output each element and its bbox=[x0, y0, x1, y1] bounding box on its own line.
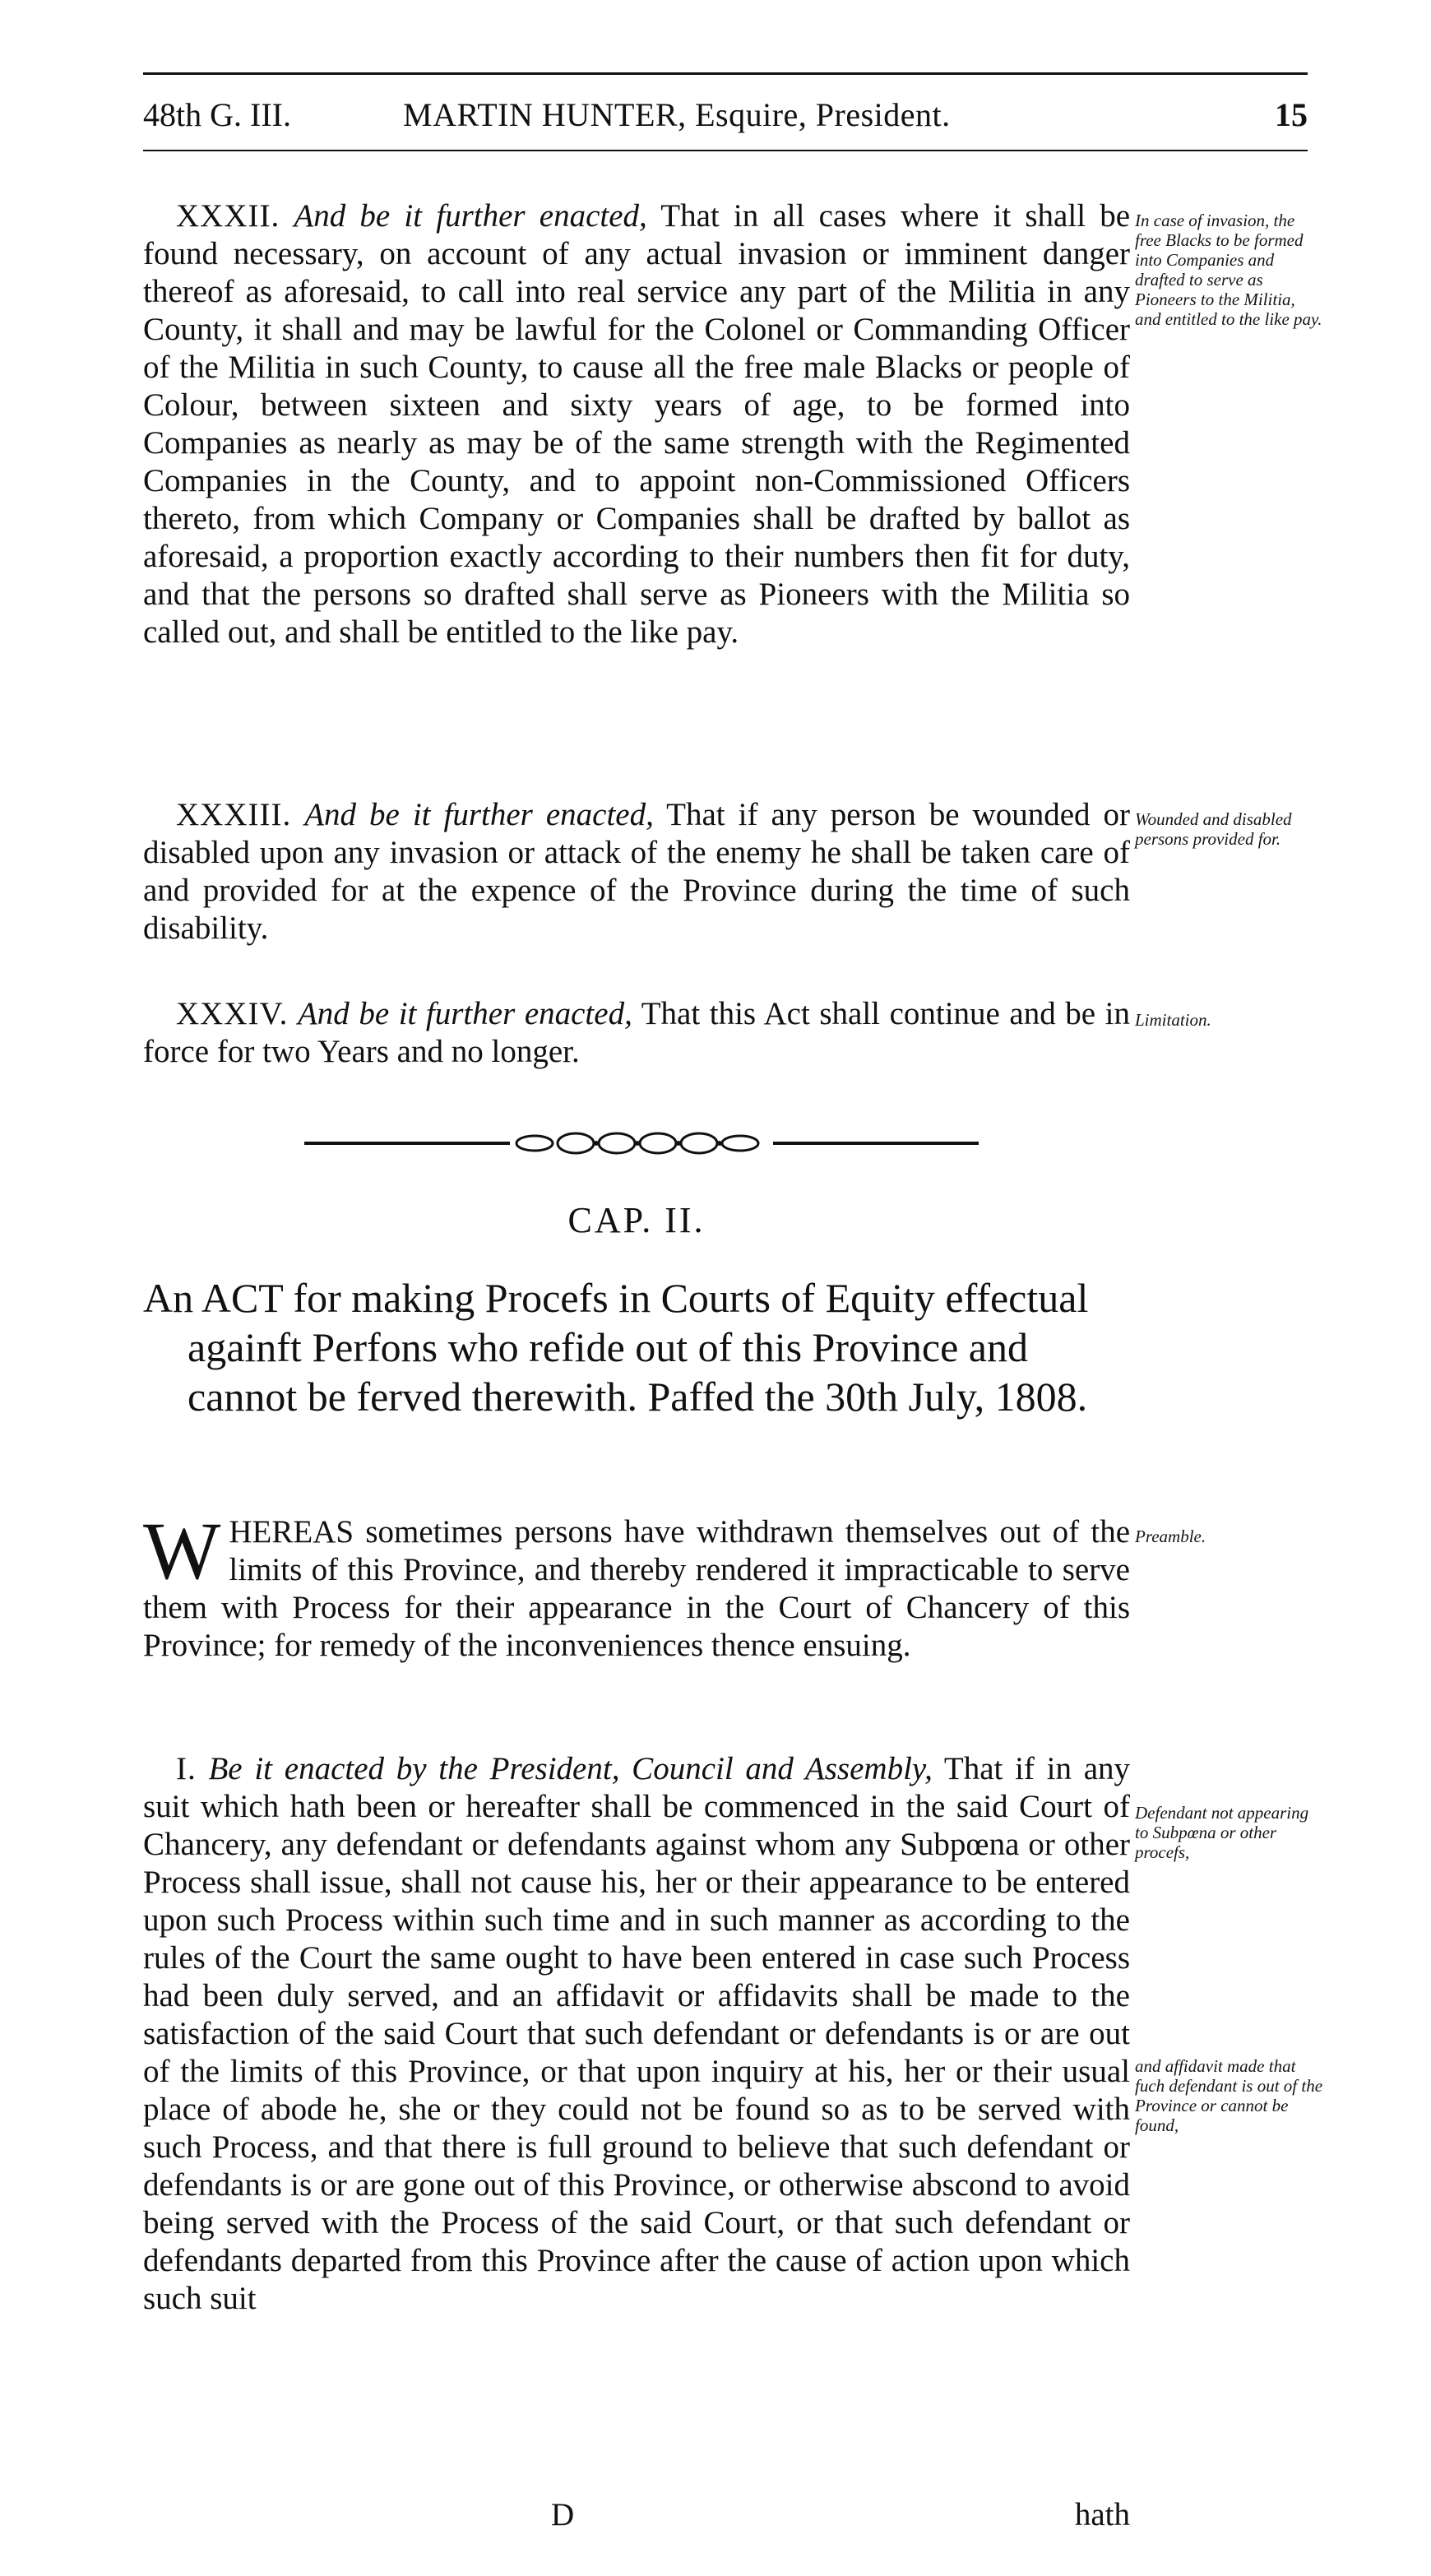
preamble-lead: HEREAS bbox=[229, 1514, 354, 1550]
margin-note-preamble: Preamble. bbox=[1135, 1527, 1206, 1546]
signature-mark: D bbox=[551, 2497, 575, 2532]
margin-note-wounded: Wounded and disabled persons provided for. bbox=[1135, 809, 1292, 849]
section-34 bbox=[143, 995, 1130, 1071]
section-32-text bbox=[143, 197, 1130, 651]
page-footer bbox=[143, 2496, 1130, 2537]
running-head-session: 48th G. III. bbox=[143, 96, 291, 133]
section-number: I. bbox=[176, 1751, 197, 1786]
catchword: hath bbox=[1074, 2497, 1130, 2532]
section-1-text bbox=[143, 1750, 1130, 2318]
section-number: XXXIII. bbox=[176, 797, 292, 832]
section-body: That this Act shall continue and be in force for two Years and no longer. bbox=[143, 996, 1131, 1069]
header-rule bbox=[143, 150, 1308, 151]
section-number: XXXII. bbox=[176, 198, 280, 234]
preamble bbox=[143, 1505, 1131, 1665]
margin-note-defendant: Defendant not appearing to Subpœna or other procefs, bbox=[1135, 1803, 1309, 1862]
enacting-clause: Be it enacted by the President, Council and Assembly, bbox=[208, 1751, 933, 1786]
section-body: That in all cases where it shall be found necessary, on account of any actual invasion or imminent danger thereof as aforesaid, to call into real service any part of the Militia in any County, it shall and may be lawful for the Colonel or Commanding Officer of the Militia in such County, to cause all the free male Blacks or people of Colour, between sixteen and sixty years of age, to be formed into Companies as nearly as may be of the same strength with the Regimented Companies in the County, and to appoint non-Commissioned Officers thereto, from which Company or Companies shall be drafted by ballot as aforesaid, a proportion exactly according to their numbers then fit for duty, and that the persons so drafted shall serve as Pioneers with the Militia so called out, and shall be entitled to the like pay. bbox=[143, 198, 1131, 650]
preamble-text bbox=[143, 1505, 1131, 1665]
enacting-clause: And be it further enacted, bbox=[294, 198, 647, 234]
enacting-clause: And be it further enacted, bbox=[304, 797, 654, 832]
section-number: XXXIV. bbox=[176, 996, 289, 1031]
section-body: That if in any suit which hath been or hereafter shall be commenced in the said Court of Chancery, any defendant or defendants against whom any Subpœna or other Process shall issue, shall not cause his, her or their appearance to be entered upon such Process within such time and in such manner as according to the rules of the Court the same ought to have been entered in case such Process had been duly served, and an affidavit or affidavits shall be made to the satisfaction of the said Court that such defendant or defendants is or are out of the limits of this Province, or that upon inquiry at his, her or their usual place of abode he, she or they could not be found so as to be served with such Process, and that there is full ground to believe that such defendant or defendants is or are gone out of this Province, or otherwise abscond to avoid being served with the Process of the said Court, or that such defendant or defendants departed from this Province after the cause of action upon which such suit bbox=[143, 1751, 1131, 2316]
enacting-clause: And be it further enacted, bbox=[297, 996, 632, 1031]
chapter-heading: CAP. II. bbox=[567, 1200, 706, 1240]
section-32 bbox=[143, 197, 1130, 651]
margin-note-invasion: In case of invasion, the free Blacks to be formed into Companies and drafted to serve as Pioneers to the Militia, and entitled to the like pay. bbox=[1135, 211, 1322, 329]
section-34-text bbox=[143, 995, 1130, 1071]
preamble-body: sometimes persons have withdrawn themselves out of the limits of this Province, and thereby rendered it impracticable to serve them with Process for their appearance in the Court of Chancery of this Province; for remedy of the inconveniences thence ensuing. bbox=[143, 1514, 1131, 1663]
page-number: 15 bbox=[1275, 96, 1308, 133]
margin-note-limitation: Limitation. bbox=[1135, 1010, 1211, 1030]
section-33-text bbox=[143, 796, 1130, 947]
drop-cap: W bbox=[143, 1505, 221, 1596]
running-head bbox=[143, 90, 1308, 140]
section-33 bbox=[143, 796, 1130, 947]
section-1 bbox=[143, 1750, 1130, 2318]
ornamental-divider bbox=[304, 1127, 979, 1160]
top-rule bbox=[143, 72, 1308, 75]
running-head-title: MARTIN HUNTER, Esquire, President. bbox=[403, 96, 951, 133]
act-title: An ACT for making Procefs in Courts of Equity effectual againft Perfons who refide out of this Province and cannot be ferved therewith. Paffed the 30th July, 1808. bbox=[143, 1275, 1089, 1420]
section-body: That if any person be wounded or disabled upon any invasion or attack of the enemy he shall be taken care of and provided for at the expence of the Province during the time of such disability. bbox=[143, 797, 1131, 946]
margin-note-affidavit: and affidavit made that fuch defendant is out of the Province or cannot be found, bbox=[1135, 2056, 1323, 2135]
